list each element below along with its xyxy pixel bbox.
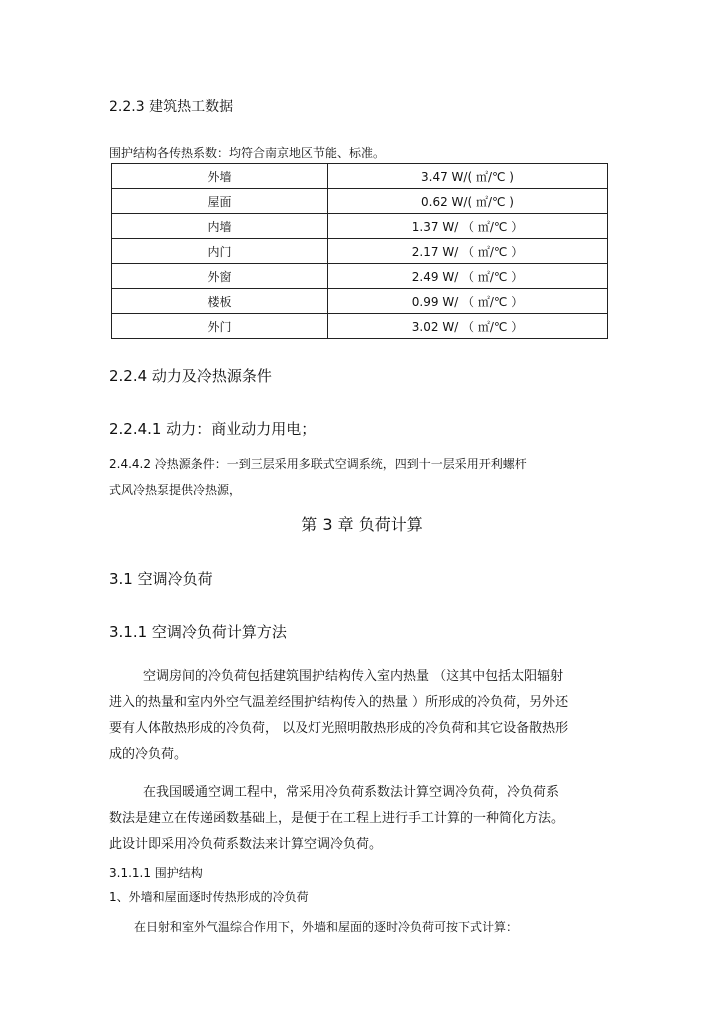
table-cell-name: 楼板 (112, 289, 328, 314)
table-row (112, 239, 608, 264)
table-row (112, 214, 608, 239)
table-cell-value: 0.99 W/ （ ㎡/℃ ） (328, 289, 608, 314)
table-cell-value: 3.47 W/( ㎡/℃ ) (328, 164, 608, 189)
table-cell-name: 内门 (112, 239, 328, 264)
table-cell-value: 2.17 W/ （ ㎡/℃ ） (328, 239, 608, 264)
table-cell-name: 外墙 (112, 164, 328, 189)
table-row (112, 164, 608, 189)
table-cell-name: 外门 (112, 314, 328, 339)
chapter-title: 第 3 章 负荷计算 (301, 515, 423, 534)
table-cell-value: 2.49 W/ （ ㎡/℃ ） (328, 264, 608, 289)
section-heading-2-2-3: 2.2.3 建筑热工数据 (109, 99, 234, 115)
section-heading-3-1-1: 3.1.1 空调冷负荷计算方法 (109, 623, 287, 641)
paragraph-cooling-load-method (109, 780, 609, 858)
paragraph-cooling-load-intro (109, 664, 609, 768)
paragraph-line: 此设计即采用冷负荷系数法来计算空调冷负荷。 (109, 837, 383, 852)
table-cell-name: 屋面 (112, 189, 328, 214)
paragraph-line: 成的冷负荷。 (109, 747, 188, 762)
thermal-coefficient-table (111, 163, 608, 339)
section-heading-3-1-1-1: 3.1.1.1 围护结构 (109, 866, 203, 880)
section-heading-2-2-4: 2.2.4 动力及冷热源条件 (109, 367, 272, 385)
paragraph-line: 要有人体散热形成的冷负荷， 以及灯光照明散热形成的冷负荷和其它设备散热形 (109, 721, 569, 736)
table-row (112, 314, 608, 339)
table-row (112, 289, 608, 314)
table-cell-value: 3.02 W/ （ ㎡/℃ ） (328, 314, 608, 339)
paragraph-line: 空调房间的冷负荷包括建筑围护结构传入室内热量 （这其中包括太阳辐射 (143, 669, 564, 684)
table-cell-name: 内墙 (112, 214, 328, 239)
table-cell-value: 1.37 W/ （ ㎡/℃ ） (328, 214, 608, 239)
table-cell-name: 外窗 (112, 264, 328, 289)
paragraph-line: 数法是建立在传递函数基础上，是便于在工程上进行手工计算的一种简化方法。 (109, 811, 565, 826)
paragraph-formula-intro: 在日射和室外气温综合作用下，外墙和屋面的逐时冷负荷可按下式计算： (134, 920, 519, 934)
table-row (112, 264, 608, 289)
section-text-2-4-4-2-line2: 式风冷热泵提供冷热源， (109, 483, 242, 497)
table-row (112, 189, 608, 214)
paragraph-line: 在我国暖通空调工程中，常采用冷负荷系数法计算空调冷负荷，冷负荷系 (143, 785, 560, 800)
paragraph-line: 进入的热量和室内外空气温差经围护结构传入的热量 ）所形成的冷负荷，另外还 (109, 695, 569, 710)
section-heading-3-1: 3.1 空调冷负荷 (109, 570, 213, 588)
section-text-2-4-4-2-line1: 2.4.4.2 冷热源条件：一到三层采用多联式空调系统，四到十一层采用开利螺杆 (109, 457, 527, 471)
list-item-1: 1、外墙和屋面逐时传热形成的冷负荷 (109, 890, 309, 904)
table-cell-value: 0.62 W/( ㎡/℃ ) (328, 189, 608, 214)
table-caption: 围护结构各传热系数：均符合南京地区节能、标准。 (109, 146, 386, 160)
section-heading-2-2-4-1: 2.2.4.1 动力：商业动力用电； (109, 420, 317, 438)
